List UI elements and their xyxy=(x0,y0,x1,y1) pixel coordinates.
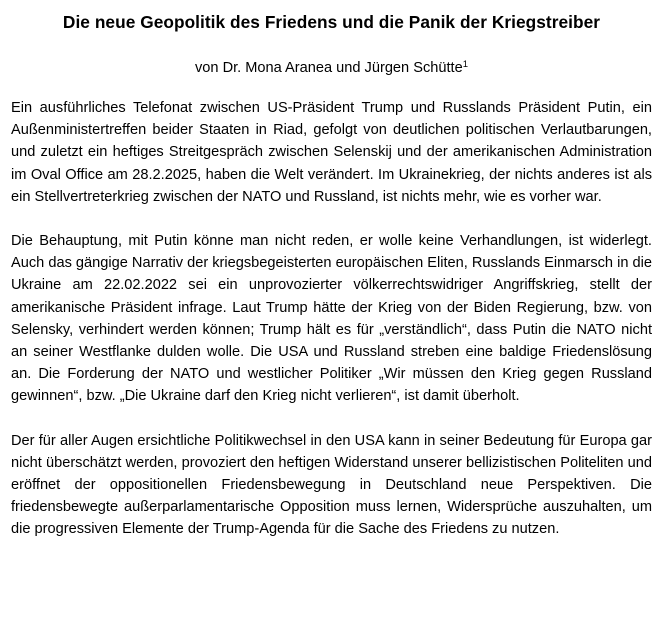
author-byline xyxy=(11,58,652,78)
byline-text: von Dr. Mona Aranea und Jürgen Schütte xyxy=(194,60,463,76)
paragraph-1: Ein ausführliches Telefonat zwischen US-Präsident Trump und Russlands Präsident Putin, ein Außenministertreffen beider Staaten in Riad, gefolgt von deutlichen politischen Verlautbarungen, und zuletzt ein heftiges Streitgespräch zwischen Selenskij und der amerikanischen Administration im Oval Office am 28.2.2025, haben die Welt verändert. Im Ukrainekrieg, der nichts anderes ist als ein Stellvertreterkrieg zwischen der NATO und Russland, ist nichts mehr, wie es vorher war. xyxy=(11,100,652,205)
paragraph-3: Der für aller Augen ersichtliche Politikwechsel in den USA kann in seiner Bedeutung für Europa gar nicht überschätzt werden, provoziert den heftigen Widerstand unserer bellizistischen Politeliten und eröffnet der oppositionellen Friedensbewegung in Deutschland neue Perspektiven. Die friedensbewegte außerparlamentarische Opposition muss lernen, Widersprüche auszuhalten, um die progressiven Elemente der Trump-Agenda für die Sache des Friedens zu nutzen. xyxy=(11,432,652,538)
paragraph-2: Die Behauptung, mit Putin könne man nicht reden, er wolle keine Verhandlungen, ist widerlegt. Auch das gängige Narrativ der kriegsbegeisterten europäischen Eliten, Russlands Einmarsch in die Ukraine am 22.02.2022 sei ein unprovozierter völkerrechtswidriger Angriffskrieg, stellt der amerikanische Präsident infrage. Laut Trump hätte der Krieg von der Biden Regierung, bzw. von Selensky, verhindert werden können; Trump hält es für „verständlich“, dass Putin die NATO nicht an seiner Westflanke dulden wolle. Die USA und Russland streben eine baldige Friedenslösung an. Die Forderung der NATO und westlicher Politiker „Wir müssen den Krieg gegen Russland gewinnen“, bzw. „Die Ukraine darf den Krieg nicht verlieren“, ist damit überholt. xyxy=(11,233,652,405)
article-title: Die neue Geopolitik des Friedens und die Panik der Kriegstreiber xyxy=(62,12,601,32)
article-body xyxy=(11,97,652,541)
footnote-marker: 1 xyxy=(462,59,469,70)
